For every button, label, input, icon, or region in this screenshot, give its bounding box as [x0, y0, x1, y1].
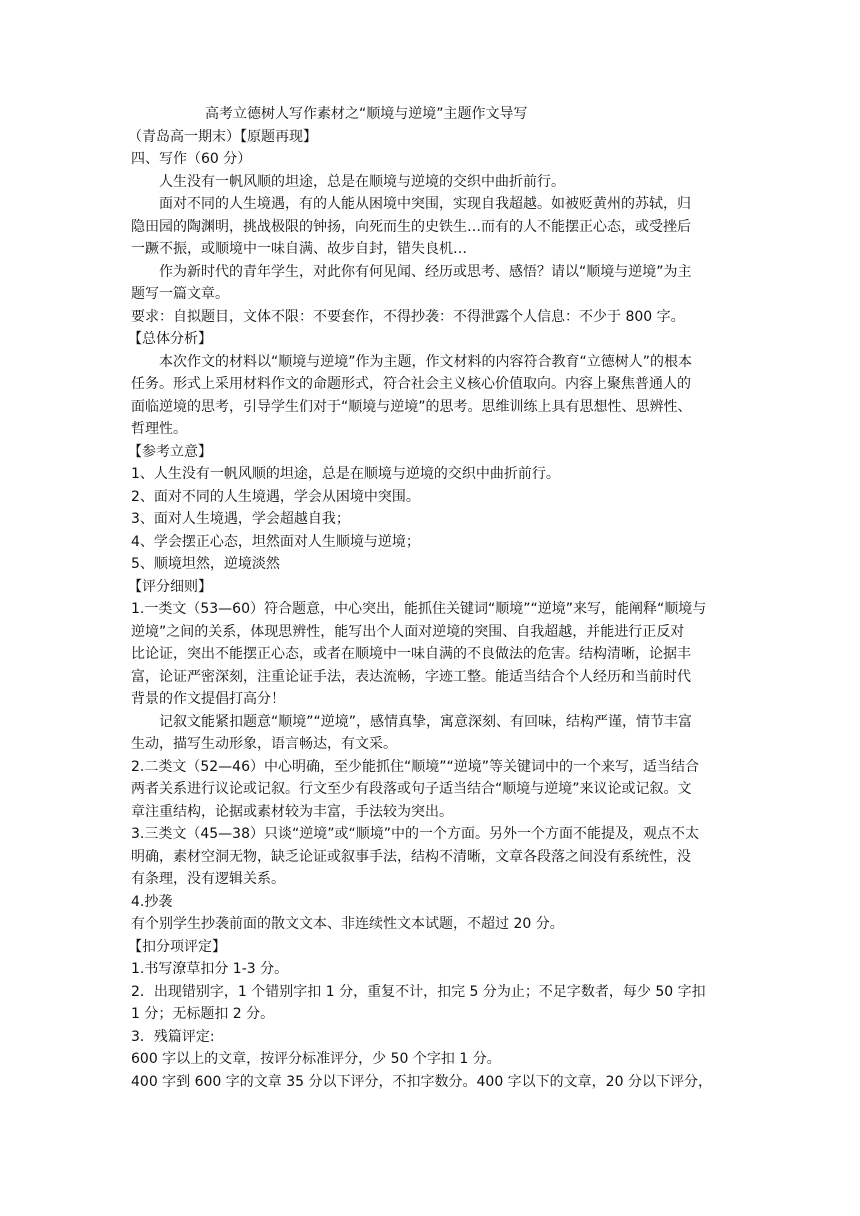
deduction-rule-line: 1.书写潦草扣分 1-3 分。 [131, 961, 289, 977]
section-heading-reference-ideas: 【参考立意】 [128, 443, 212, 460]
prompt-paragraph-line: 面对不同的人生境遇，有的人能从困境中突围，实现自我超越。如被贬黄州的苏轼，归 [159, 196, 691, 212]
deduction-rule-line: 400 字到 600 字的文章 35 分以下评分，不扣字数分。400 字以下的文章，20 分以下评分， [131, 1073, 712, 1090]
section-heading-original-question: （青岛高一期末）【原题再现】 [128, 128, 317, 145]
prompt-paragraph-line: 隐田园的陶渊明，挑战极限的钟扬，向死而生的史铁生…而有的人不能摆正心态，或受挫后 [131, 218, 691, 235]
scoring-rule-line: 逆境”之间的关系，体现思辨性，能写出个人面对逆境的突围、自我超越，并能进行正反对 [131, 623, 685, 640]
reference-idea-item: 1、人生没有一帆风顺的坦途，总是在顺境与逆境的交织中曲折前行。 [131, 466, 560, 482]
requirements-line: 要求：自拟题目，文体不限：不要套作，不得抄袭：不得泄露个人信息：不少于 800 字。 [131, 308, 685, 325]
scoring-rule-line: 生动，描写生动形象，语言畅达，有文采。 [131, 736, 397, 752]
scoring-rule-line: 4.抄袭 [131, 893, 173, 910]
analysis-paragraph-line: 任务。形式上采用材料作文的命题形式，符合社会主义核心价值取向。内容上聚焦普通人的 [131, 376, 691, 392]
scoring-rule-line: 背景的作文提倡打高分！ [131, 691, 285, 707]
deduction-rule-line: 600 字以上的文章，按评分标准评分，少 50 个字扣 1 分。 [131, 1051, 501, 1067]
analysis-paragraph-line: 哲理性。 [131, 421, 187, 437]
reference-idea-item: 2、面对不同的人生境遇，学会从困境中突围。 [131, 488, 420, 505]
scoring-rule-line: 明确，素材空洞无物，缺乏论证或叙事手法，结构不清晰，文章各段落之间没有系统性，没 [131, 848, 691, 865]
scoring-rule-line: 富，论证严密深刻，注重论证手法，表达流畅，字迹工整。能适当结合个人经历和当前时代 [131, 668, 691, 685]
section-heading-deductions: 【扣分项评定】 [128, 938, 226, 955]
scoring-rule-line: 两者关系进行议论或记叙。行文至少有段落或句子适当结合“顺境与逆境”来议论或记叙。文 [131, 781, 692, 797]
question-heading: 四、写作（60 分） [131, 151, 252, 167]
section-heading-scoring-rules: 【评分细则】 [128, 578, 212, 595]
prompt-paragraph-line: 题写一篇文章。 [131, 286, 229, 302]
scoring-rule-line: 记叙文能紧扣题意“顺境”“逆境”，感情真挚，寓意深刻、有回味，结构严谨，情节丰富 [159, 713, 693, 730]
analysis-paragraph-line: 面临逆境的思考，引导学生们对于“顺境与逆境”的思考。思维训练上具有思想性、思辨性、 [131, 398, 692, 415]
scoring-rule-line: 1.一类文（53—60）符合题意，中心突出，能抓住关键词“顺境”“逆境”来写，能阐释“顺境与 [131, 601, 707, 617]
scoring-rule-line: 比论证，突出不能摆正心态，或者在顺境中一味自满的不良做法的危害。结构清晰，论据丰 [131, 646, 691, 662]
deduction-rule-line: 1 分；无标题扣 2 分。 [131, 1006, 275, 1022]
scoring-rule-line: 有条理，没有逻辑关系。 [131, 871, 285, 887]
deduction-rule-line: 2．出现错别字，1 个错别字扣 1 分，重复不计，扣完 5 分为止；不足字数者，每少 50 字扣 [131, 983, 706, 1000]
scoring-rule-line: 有个别学生抄袭前面的散文文本、非连续性文本试题，不超过 20 分。 [131, 916, 564, 932]
analysis-paragraph-line: 本次作文的材料以“顺境与逆境”作为主题，作文材料的内容符合教育“立德树人”的根本 [159, 353, 693, 370]
reference-idea-item: 3、面对人生境遇，学会超越自我； [131, 511, 350, 527]
scoring-rule-line: 2.二类文（52—46）中心明确，至少能抓住“顺境”“逆境”等关键词中的一个来写，适当结合 [131, 758, 699, 775]
prompt-paragraph-line: 人生没有一帆风顺的坦途，总是在顺境与逆境的交织中曲折前行。 [159, 173, 565, 190]
scoring-rule-line: 3.三类文（45—38）只谈“逆境”或“顺境”中的一个方面。另外一个方面不能提及，观点不太 [131, 826, 699, 842]
document-body [128, 103, 731, 1093]
document-title: 高考立德树人写作素材之“顺境与逆境”主题作文导写 [205, 106, 528, 122]
reference-idea-item: 5、顺境坦然，逆境淡然 [131, 556, 280, 572]
prompt-paragraph-line: 作为新时代的青年学生，对此你有何见闻、经历或思考、感悟？请以“顺境与逆境”为主 [159, 263, 692, 280]
scoring-rule-line: 章注重结构，论据或素材较为丰富，手法较为突出。 [131, 803, 453, 820]
section-heading-overall-analysis: 【总体分析】 [128, 331, 212, 347]
reference-idea-item: 4、学会摆正心态，坦然面对人生顺境与逆境； [131, 533, 420, 550]
prompt-paragraph-line: 一蹶不振，或顺境中一味自满、故步自封，错失良机… [131, 241, 467, 257]
deduction-rule-line: 3．残篇评定: [131, 1028, 215, 1045]
